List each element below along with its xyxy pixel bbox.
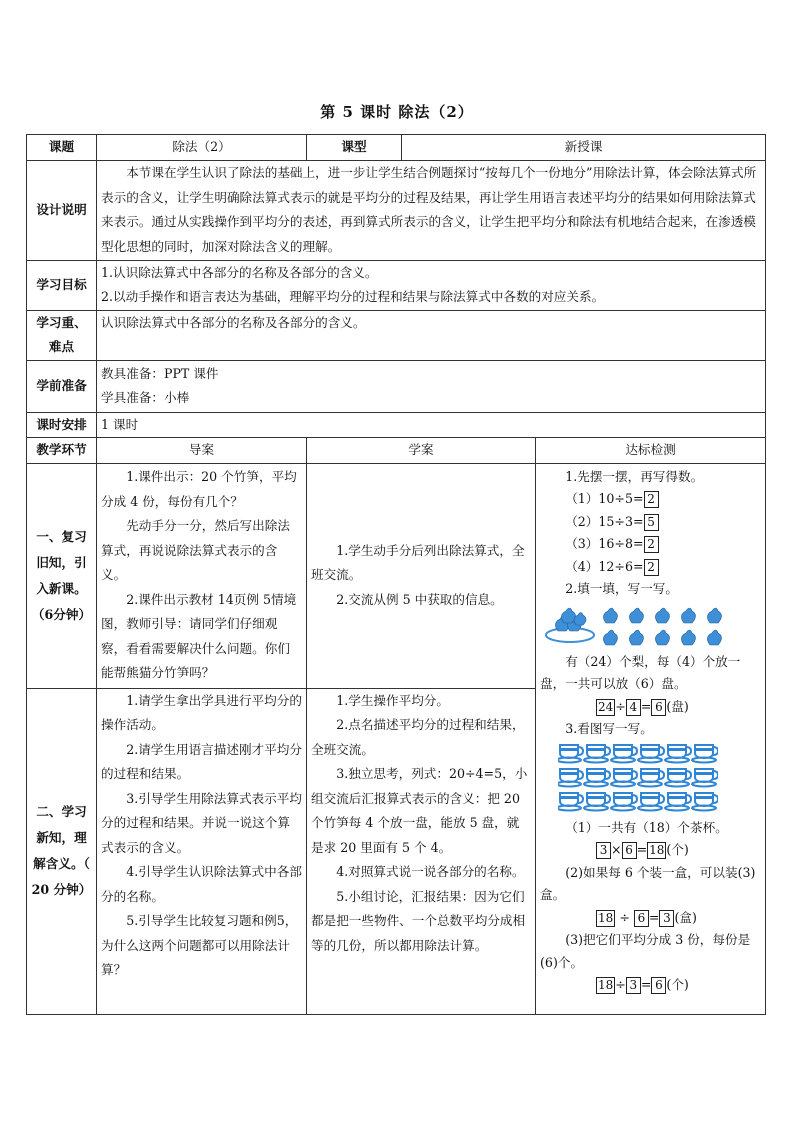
q3-3-text: (3)把它们平均分成 3 份，每份是(6)个。: [540, 932, 751, 970]
row-topic: [27, 135, 766, 161]
q2-equation: 24 ÷ 4 = 6 (盘): [598, 698, 689, 714]
q3-1-text: （1）一共有（18）个茶杯。: [565, 819, 728, 835]
q3-1-equation: 3 × 6 = 18 (个): [540, 839, 761, 862]
guide-paragraph: 3.引导学生用除法算式表示平均分的过程和结果。并说一说这个算式表示的含义。: [101, 790, 302, 855]
schedule-value: 1 课时: [97, 412, 766, 438]
q2-text: 有（24）个梨，每（4）个放一盘，一共可以放（6）盘。: [540, 653, 741, 691]
section2-label: 二、学习新知，理解含义。（ 20 分钟）: [27, 688, 97, 1014]
row-goals: [27, 260, 766, 310]
q3-2-equation: 18 ÷ 6 = 3 (盒): [598, 909, 697, 925]
prep-student: 学具准备：小棒: [101, 390, 190, 405]
q1-title: 1.先摆一摆，再写得数。: [565, 468, 704, 484]
study-paragraph: 4.对照算式说一说各部分的名称。: [336, 864, 525, 879]
goals-label: 学习目标: [27, 260, 97, 310]
q3-title: 3.看图写一写。: [565, 721, 653, 736]
q3-2-text: (2)如果每 6 个装一盒，可以装(3)盒。: [540, 864, 756, 902]
design-label: 设计说明: [27, 160, 97, 260]
key-label: 学习重、难点: [27, 310, 97, 360]
guide-paragraph: 4.引导学生认识除法算式中各部分的名称。: [101, 864, 302, 904]
prep-label: 学前准备: [27, 360, 97, 412]
row-key: [27, 310, 766, 360]
type-value: 新授课: [402, 135, 766, 161]
q3-3-equation: 18 ÷ 3 = 6 (个): [598, 977, 689, 992]
q1-item: （2）15÷3= 5: [540, 511, 761, 534]
topic-label: 课题: [27, 135, 97, 161]
study-paragraph: 1.学生操作平均分。: [336, 692, 449, 708]
study-paragraph: 5.小组讨论，汇报结果：因为它们都是把一些物件、一个总数平均分成相等的几份，所以都用除法计算。: [311, 888, 526, 953]
pear-icon: [544, 603, 734, 647]
study-header: 学案: [307, 438, 536, 464]
study-paragraph: 2.点名描述平均分的过程和结果，全班交流。: [311, 717, 525, 757]
schedule-label: 课时安排: [27, 412, 97, 438]
row-schedule: [27, 412, 766, 438]
type-label: 课型: [307, 135, 402, 161]
topic-value: 除法（2）: [97, 135, 307, 161]
goal-item: 1.认识除法算式中各部分的名称及各部分的含义。: [101, 264, 378, 280]
study-paragraph: 1.学生动手分后列出除法算式，全班交流。: [311, 542, 525, 583]
row-design: [27, 160, 766, 260]
q2-title: 2.填一填，写一写。: [565, 581, 678, 596]
design-text: 本节课在学生认识了除法的基础上，进一步让学生结合例题探讨“按每几个一份地分”用除法计算，体会除法算式所表示的含义，让学生明确除法算式表示的就是平均分的过程及结果，再让学生用语言表述平均分的结果如何用除法算式来表示。通过从实践操作到平均分的表述，再到算式所表示的含义，让学生把平均分和除法有机地结合起来，在渗透模型化思想的同时，加深对除法含义的理解。: [97, 160, 766, 260]
q1-item: （1）10÷5= 2: [540, 488, 761, 511]
guide-paragraph: 2.请学生用语言描述刚才平均分的过程和结果。: [101, 741, 302, 781]
guide-paragraph: 2.课件出示教材 14页例 5情境图，教师引导：请同学们仔细观察，看看需要解决什么问题。你们能帮熊猫分竹笋吗？: [101, 591, 297, 681]
q1-item: （3）16÷8= 2: [540, 533, 761, 556]
row-section-1: [27, 463, 766, 688]
study-paragraph: 3.独立思考，列式：20÷4=5，小组交流后汇报算式表示的含义：把 20 个竹笋每 4 个放一盘，能放 5 盘，就是求 20 里面有 5 个 4。: [311, 766, 528, 855]
row-prep: [27, 360, 766, 412]
key-text: 认识除法算式中各部分的名称及各部分的含义。: [97, 310, 766, 360]
guide-paragraph: 1.请学生拿出学具进行平均分的操作活动。: [101, 692, 302, 732]
teacup-icon: [558, 743, 718, 815]
guide-header: 导案: [97, 438, 307, 464]
guide-paragraph: 先动手分一分，然后写出除法算式，再说说除法算式表示的含义。: [101, 518, 290, 583]
row-section-header: [27, 438, 766, 464]
q1-item: （4）12÷6= 2: [540, 556, 761, 579]
page-title: 第 5 课时 除法（2）: [320, 103, 474, 121]
section1-label: 一、复习旧知，引入新课。（6分钟）: [27, 463, 97, 688]
guide-paragraph: 1.课件出示：20 个竹笋，平均分成 4 份，每份有几个？: [101, 469, 297, 509]
study-paragraph: 2.交流从例 5 中获取的信息。: [336, 591, 503, 607]
goal-item: 2.以动手操作和语言表达为基础，理解平均分的过程和结果与除法算式中各数的对应关系。: [101, 289, 605, 304]
lesson-plan-table: [26, 134, 766, 1015]
check-cell: [536, 463, 766, 1014]
section-header-label: 教学环节: [27, 438, 97, 464]
guide-paragraph: 5.引导学生比较复习题和例5，为什么这两个问题都可以用除法计算？: [101, 913, 298, 977]
prep-teacher: 教具准备：PPT 课件: [101, 365, 219, 381]
check-header: 达标检测: [536, 438, 766, 464]
